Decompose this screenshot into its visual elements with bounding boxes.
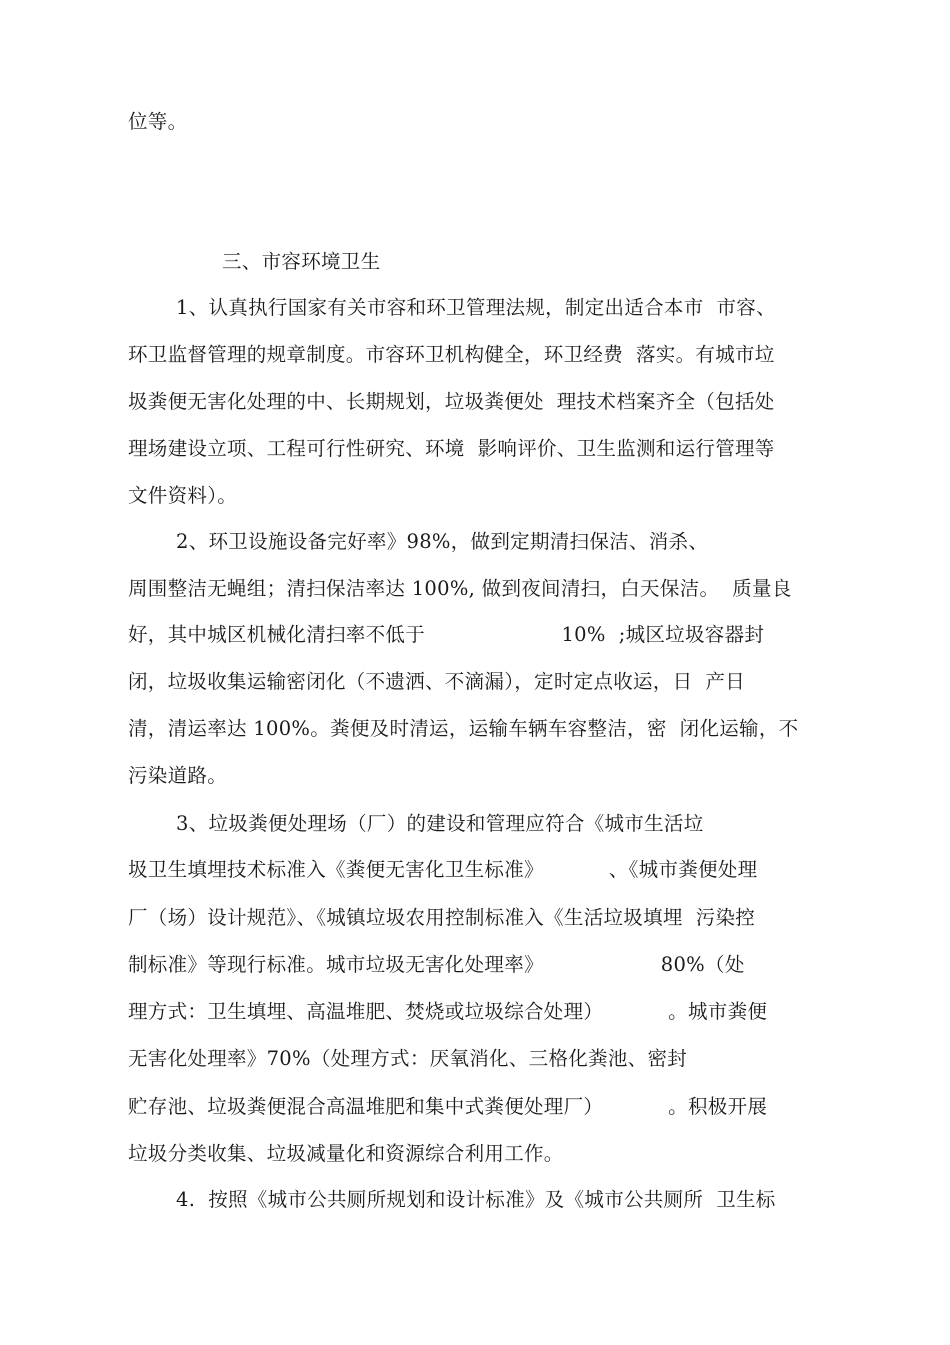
text-line: 好，其中城区机械化清扫率不低于 10% ;城区垃圾容器封 [128, 623, 765, 646]
text-line: 闭，垃圾收集运输密闭化（不遗洒、不滴漏），定时定点收运，日 产日 [128, 670, 746, 693]
text-line: 无害化处理率》70%（处理方式：厌氧消化、三格化粪池、密封 [128, 1047, 688, 1070]
text-line: 文件资料）。 [128, 484, 238, 507]
text-line: 理方式：卫生填埋、高温堆肥、焚烧或垃圾综合处理） 。城市粪便 [128, 1000, 768, 1023]
text-line: 制标准》等现行标准。城市垃圾无害化处理率》 80%（处 [128, 953, 745, 976]
text-line: 污染道路。 [128, 764, 228, 787]
text-line: 位等。 [128, 110, 188, 133]
text-line: 3、垃圾粪便处理场（厂）的建设和管理应符合《城市生活垃 [176, 812, 704, 835]
text-line: 垃圾分类收集、垃圾减量化和资源综合利用工作。 [128, 1142, 564, 1165]
text-line: 圾粪便无害化处理的中、长期规划，垃圾粪便处 理技术档案齐全（包括处 [128, 390, 775, 413]
text-line: 圾卫生填埋技术标准入《粪便无害化卫生标准》 、《城市粪便处理 [128, 858, 758, 881]
text-line: 4. 按照《城市公共厕所规划和设计标准》及《城市公共厕所 卫生标 [176, 1188, 776, 1211]
text-line: 清，清运率达 100%。粪便及时清运，运输车辆车容整洁，密 闭化运输，不 [128, 717, 799, 740]
text-line: 1、认真执行国家有关市容和环卫管理法规，制定出适合本市 市容、 [176, 296, 776, 319]
text-line: 周围整洁无蝇组；清扫保洁率达 100%, 做到夜间清扫，白天保洁。 质量良 [128, 577, 792, 600]
text-line: 环卫监督管理的规章制度。市容环卫机构健全，环卫经费 落实。有城市垃 [128, 343, 775, 366]
text-line: 贮存池、垃圾粪便混合高温堆肥和集中式粪便处理厂） 。积极开展 [128, 1095, 768, 1118]
text-line: 理场建设立项、工程可行性研究、环境 影响评价、卫生监测和运行管理等 [128, 437, 775, 460]
text-line: 厂（场）设计规范》、《城镇垃圾农用控制标准入《生活垃圾填埋 污染控 [128, 906, 756, 929]
text-line: 2、环卫设施设备完好率》98%，做到定期清扫保洁、消杀、 [176, 530, 709, 553]
section-heading: 三、市容环境卫生 [222, 250, 381, 273]
